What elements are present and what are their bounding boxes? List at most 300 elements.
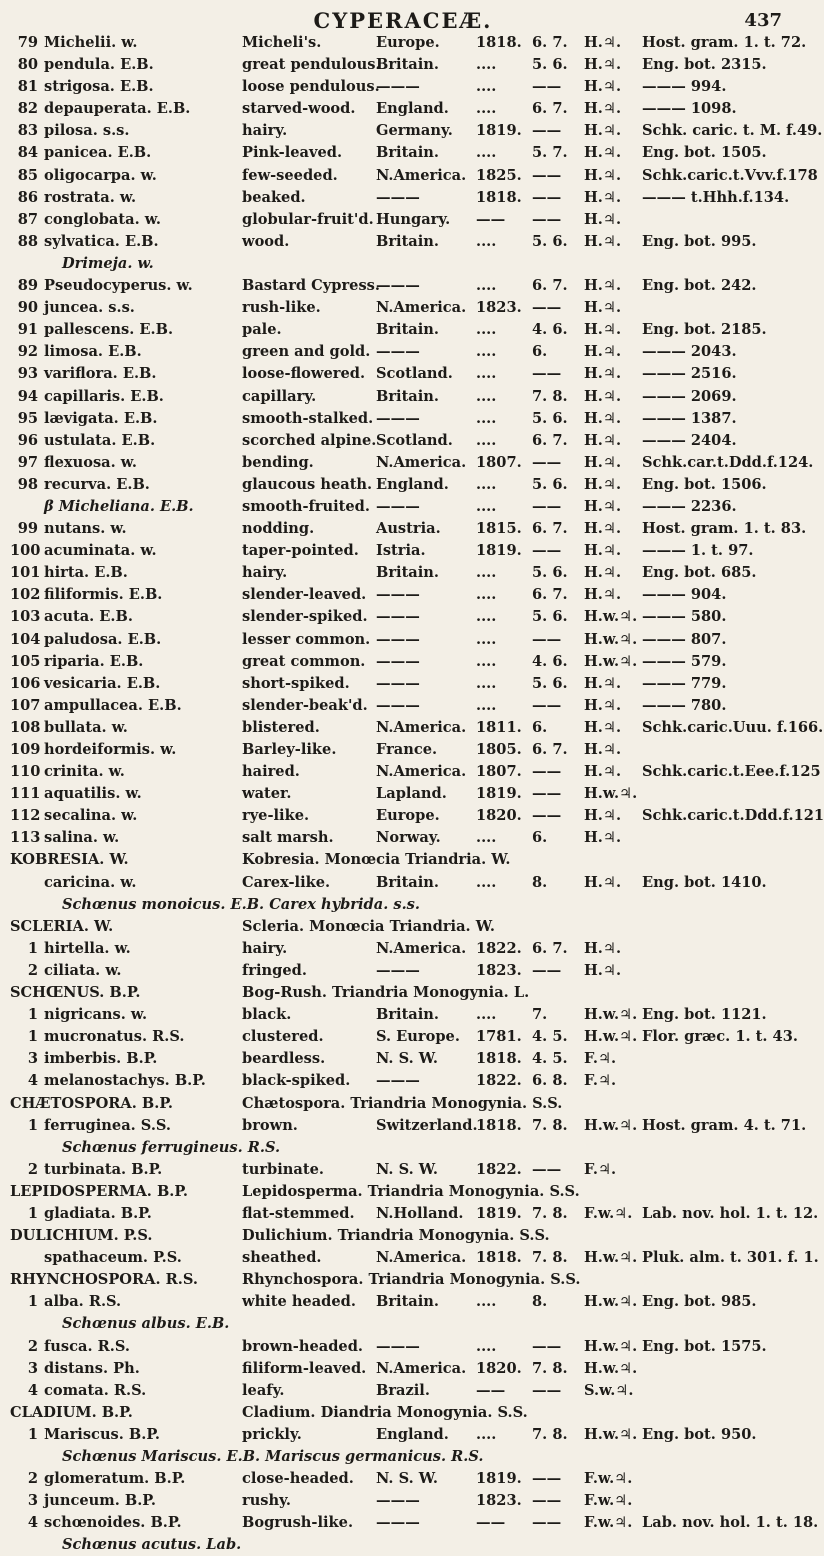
reference: ——— 780. xyxy=(642,696,727,714)
species-entry xyxy=(10,827,796,849)
flowering-months: 6. xyxy=(532,718,548,736)
duration-symbol: H.♃. xyxy=(584,763,622,781)
species-name: nigricans. w. xyxy=(44,1006,148,1024)
species-name: junceum. B.P. xyxy=(44,1492,156,1510)
species-entry xyxy=(10,1115,807,1137)
year-introduced: 1823. xyxy=(476,299,522,317)
duration-symbol: F.♃. xyxy=(584,1072,617,1090)
species-name: juncea. s.s. xyxy=(44,299,135,317)
native-place: Britain. xyxy=(376,232,439,250)
common-name: haired. xyxy=(242,763,300,781)
common-name: brown. xyxy=(242,1116,298,1134)
flowering-months: 7. 8. xyxy=(532,1249,568,1267)
genus-name: CLADIUM. B.P. xyxy=(10,1403,133,1421)
species-name: flexuosa. w. xyxy=(44,453,137,471)
reference: Eng. bot. 2315. xyxy=(642,56,767,74)
year-introduced: .... xyxy=(476,1293,497,1311)
species-entry xyxy=(10,496,796,518)
year-introduced: —— xyxy=(476,1381,506,1399)
common-name: short-spiked. xyxy=(242,674,350,692)
entry-number: 1 xyxy=(27,1006,38,1024)
duration-symbol: F.w.♃. xyxy=(584,1492,633,1510)
duration-symbol: H.♃. xyxy=(584,144,622,162)
species-entry xyxy=(10,165,818,187)
year-introduced: .... xyxy=(476,674,497,692)
species-name: variflora. E.B. xyxy=(44,365,157,383)
species-name: ferruginea. S.S. xyxy=(44,1116,172,1134)
year-introduced: .... xyxy=(476,56,497,74)
entry-number: 3 xyxy=(27,1359,38,1377)
flowering-months: 7. 8. xyxy=(532,387,568,405)
species-entry xyxy=(10,297,796,319)
year-introduced: 1807. xyxy=(476,453,522,471)
native-place: N.America. xyxy=(376,453,467,471)
entry-number: 2 xyxy=(27,1470,38,1488)
flowering-months: 4. 5. xyxy=(532,1050,568,1068)
duration-symbol: H.♃. xyxy=(584,961,622,979)
species-name: bullata. w. xyxy=(44,718,128,736)
species-entry xyxy=(10,386,796,408)
flowering-months: 8. xyxy=(532,873,548,891)
common-name: rush-like. xyxy=(242,299,321,317)
entry-number: 2 xyxy=(27,1337,38,1355)
native-place: Britain. xyxy=(376,1006,439,1024)
native-place: Britain. xyxy=(376,564,439,582)
reference: Schk. caric. t. M. f.49. xyxy=(642,122,823,140)
entry-number: 109 xyxy=(10,741,41,758)
flowering-months: 6. 7. xyxy=(532,431,568,449)
species-entry xyxy=(10,518,807,540)
species-name: strigosa. E.B. xyxy=(44,78,154,96)
reference: Eng. bot. 2185. xyxy=(642,321,767,339)
flowering-months: —— xyxy=(532,78,562,96)
common-name: brown-headed. xyxy=(242,1337,363,1355)
reference: ——— 2236. xyxy=(642,497,737,515)
reference: Eng. bot. 1506. xyxy=(642,475,767,493)
flowering-months: 6. xyxy=(532,829,548,847)
genus-name: SCLERIA. W. xyxy=(10,917,114,935)
entry-number: 88 xyxy=(17,232,38,250)
native-place: Switzerland. xyxy=(376,1116,478,1134)
duration-symbol: H.♃. xyxy=(584,741,622,758)
species-name: alba. R.S. xyxy=(44,1293,122,1311)
duration-symbol: H.♃. xyxy=(584,100,622,118)
year-introduced: .... xyxy=(476,387,497,405)
year-introduced: 1811. xyxy=(476,718,522,736)
native-place: N. S. W. xyxy=(376,1050,438,1068)
entry-number: 90 xyxy=(17,299,38,317)
flowering-months: —— xyxy=(532,299,562,317)
duration-symbol: H.♃. xyxy=(584,321,622,339)
common-name: capillary. xyxy=(242,387,317,405)
native-place: ——— xyxy=(376,277,420,295)
genus-classification: Lepidosperma. Triandria Monogynia. S.S. xyxy=(242,1182,580,1200)
entry-number: 4 xyxy=(27,1514,38,1532)
duration-symbol: H.♃. xyxy=(584,56,622,74)
entry-number: 92 xyxy=(17,343,38,361)
duration-symbol: H.♃. xyxy=(584,453,622,471)
common-name: scorched alpine. xyxy=(242,431,377,449)
flowering-months: —— xyxy=(532,1514,562,1532)
genus-heading xyxy=(10,982,796,1004)
year-introduced: 1819. xyxy=(476,542,522,560)
genus-name: LEPIDOSPERMA. B.P. xyxy=(10,1182,189,1200)
entry-number: 106 xyxy=(10,674,41,692)
common-name: Micheli's. xyxy=(242,34,322,51)
genus-heading xyxy=(10,1181,796,1203)
native-place: N.America. xyxy=(376,718,467,736)
year-introduced: .... xyxy=(476,1006,497,1024)
flowering-months: 5. 6. xyxy=(532,409,568,427)
entry-number: 1 xyxy=(27,1425,38,1443)
common-name: sheathed. xyxy=(242,1249,322,1267)
native-place: Scotland. xyxy=(376,431,453,449)
species-name: imberbis. B.P. xyxy=(44,1050,158,1068)
duration-symbol: F.w.♃. xyxy=(584,1514,633,1532)
entry-number: 3 xyxy=(27,1050,38,1068)
common-name: slender-beak'd. xyxy=(242,696,368,714)
entry-number: 94 xyxy=(17,387,38,405)
reference: Eng. bot. 1410. xyxy=(642,873,767,891)
common-name: bending. xyxy=(242,453,314,471)
flowering-months: 5. 6. xyxy=(532,232,568,250)
native-place: ——— xyxy=(376,1492,420,1510)
reference: ——— 2043. xyxy=(642,343,737,361)
flowering-months: 6. 7. xyxy=(532,277,568,295)
species-entry xyxy=(10,717,824,739)
species-entry xyxy=(10,408,796,430)
entry-number: 97 xyxy=(17,453,38,471)
year-introduced: .... xyxy=(476,365,497,383)
duration-symbol: F.♃. xyxy=(584,1160,617,1178)
entry-number: 110 xyxy=(10,763,41,781)
species-entry xyxy=(10,739,796,761)
species-entry xyxy=(10,1070,796,1092)
species-entry xyxy=(10,562,796,584)
year-introduced: .... xyxy=(476,696,497,714)
year-introduced: —— xyxy=(476,210,506,228)
entry-number: 113 xyxy=(10,829,41,847)
native-place: ——— xyxy=(376,497,420,515)
common-name: loose pendulous. xyxy=(242,78,380,96)
year-introduced: 1819. xyxy=(476,1470,522,1488)
page-header xyxy=(10,8,796,33)
year-introduced: —— xyxy=(476,1514,506,1532)
common-name: globular-fruit'd. xyxy=(242,210,374,228)
reference: Eng. bot. 242. xyxy=(642,277,757,295)
native-place: ——— xyxy=(376,961,420,979)
entry-number: 85 xyxy=(17,166,38,184)
flowering-months: 7. xyxy=(532,1006,548,1024)
species-name: fusca. R.S. xyxy=(44,1337,130,1355)
year-introduced: .... xyxy=(476,630,497,648)
duration-symbol: H.♃. xyxy=(584,78,622,96)
native-place: Scotland. xyxy=(376,365,453,383)
flowering-months: —— xyxy=(532,961,562,979)
synonym-line xyxy=(10,1446,796,1468)
entry-number: 86 xyxy=(17,188,38,206)
reference: Eng. bot. 1505. xyxy=(642,144,767,162)
species-entry xyxy=(10,98,796,120)
native-place: England. xyxy=(376,100,449,118)
duration-symbol: H.♃. xyxy=(584,873,622,891)
native-place: Britain. xyxy=(376,144,439,162)
native-place: England. xyxy=(376,1425,449,1443)
entry-number: 100 xyxy=(10,542,41,560)
species-name: crinita. w. xyxy=(44,763,125,781)
flowering-months: 5. 6. xyxy=(532,56,568,74)
synonym-text: Drimeja. w. xyxy=(62,254,154,272)
flowering-months: —— xyxy=(532,1160,562,1178)
flowering-months: 5. 6. xyxy=(532,674,568,692)
species-entry xyxy=(10,452,814,474)
flowering-months: 4. 6. xyxy=(532,321,568,339)
species-entry xyxy=(10,363,796,385)
common-name: hairy. xyxy=(242,564,288,582)
species-name: hirtella. w. xyxy=(44,939,131,957)
common-name: great pendulous. xyxy=(242,56,381,74)
species-name: panicea. E.B. xyxy=(44,144,152,162)
reference: ——— 807. xyxy=(642,630,727,648)
species-name: capillaris. E.B. xyxy=(44,387,164,405)
entry-number: 1 xyxy=(27,1028,38,1046)
year-introduced: 1818. xyxy=(476,188,522,206)
flowering-months: 4. 5. xyxy=(532,1028,568,1046)
reference: Schk.caric.Uuu. f.166. xyxy=(642,718,824,736)
flowering-months: 7. 8. xyxy=(532,1425,568,1443)
species-name: β Micheliana. E.B. xyxy=(44,497,194,515)
native-place: Europe. xyxy=(376,807,440,825)
flowering-months: 5. 7. xyxy=(532,144,568,162)
species-entry xyxy=(10,430,796,452)
year-introduced: 1781. xyxy=(476,1028,522,1046)
flowering-months: 5. 6. xyxy=(532,564,568,582)
species-entry xyxy=(10,1026,796,1048)
duration-symbol: H.♃. xyxy=(584,939,622,957)
duration-symbol: H.♃. xyxy=(584,409,622,427)
species-entry xyxy=(10,474,796,496)
entry-number: 80 xyxy=(17,56,38,74)
species-entry xyxy=(10,1247,819,1269)
common-name: flat-stemmed. xyxy=(242,1204,355,1222)
species-entry xyxy=(10,1358,796,1380)
year-introduced: 1818. xyxy=(476,34,522,51)
duration-symbol: H.w.♃. xyxy=(584,1028,638,1046)
native-place: Germany. xyxy=(376,122,453,140)
entry-number: 1 xyxy=(27,1204,38,1222)
reference: ——— 1387. xyxy=(642,409,737,427)
native-place: Europe. xyxy=(376,34,440,51)
flowering-months: —— xyxy=(532,785,562,803)
native-place: Britain. xyxy=(376,56,439,74)
species-entry xyxy=(10,1424,796,1446)
common-name: rye-like. xyxy=(242,807,310,825)
synonym-text: Schœnus albus. E.B. xyxy=(62,1315,230,1333)
duration-symbol: H.♃. xyxy=(584,122,622,140)
native-place: England. xyxy=(376,475,449,493)
duration-symbol: H.w.♃. xyxy=(584,1425,638,1443)
species-entry xyxy=(10,629,796,651)
duration-symbol: H.♃. xyxy=(584,542,622,560)
reference: ——— 1. t. 97. xyxy=(642,542,754,560)
species-name: Pseudocyperus. w. xyxy=(44,277,193,295)
native-place: N.America. xyxy=(376,166,467,184)
duration-symbol: H.w.♃. xyxy=(584,1116,638,1134)
genus-heading xyxy=(10,1269,796,1291)
duration-symbol: H.♃. xyxy=(584,188,622,206)
synonym-line xyxy=(10,1137,796,1159)
species-entry xyxy=(10,540,796,562)
entry-number: 83 xyxy=(17,122,38,140)
entry-number: 96 xyxy=(17,431,38,449)
species-name: recurva. E.B. xyxy=(44,475,150,493)
year-introduced: 1807. xyxy=(476,763,522,781)
common-name: clustered. xyxy=(242,1028,324,1046)
genus-classification: Dulichium. Triandria Monogynia. S.S. xyxy=(242,1227,550,1245)
reference: Lab. nov. hol. 1. t. 12. xyxy=(642,1204,819,1222)
synonym-text: Schœnus acutus. Lab. xyxy=(62,1536,242,1554)
common-name: white headed. xyxy=(242,1293,356,1311)
common-name: wood. xyxy=(242,232,290,250)
entry-number: 2 xyxy=(27,961,38,979)
native-place: ——— xyxy=(376,608,420,626)
species-name: glomeratum. B.P. xyxy=(44,1470,186,1488)
common-name: black-spiked. xyxy=(242,1072,351,1090)
native-place: Istria. xyxy=(376,542,426,560)
common-name: turbinate. xyxy=(242,1160,324,1178)
common-name: slender-spiked. xyxy=(242,608,368,626)
synonym-line xyxy=(10,1534,796,1556)
synonym-line xyxy=(10,253,796,275)
flowering-months: —— xyxy=(532,542,562,560)
species-name: oligocarpa. w. xyxy=(44,166,157,184)
entry-number: 93 xyxy=(17,365,38,383)
species-entry xyxy=(10,1490,796,1512)
year-introduced: .... xyxy=(476,277,497,295)
year-introduced: 1818. xyxy=(476,1249,522,1267)
year-introduced: .... xyxy=(476,1337,497,1355)
native-place: N.America. xyxy=(376,939,467,957)
native-place: Brazil. xyxy=(376,1381,430,1399)
flowering-months: —— xyxy=(532,365,562,383)
common-name: hairy. xyxy=(242,939,288,957)
native-place: Lapland. xyxy=(376,785,447,803)
flowering-months: 6. 7. xyxy=(532,100,568,118)
reference: ——— 580. xyxy=(642,608,727,626)
reference: Pluk. alm. t. 301. f. 1. xyxy=(642,1249,819,1267)
year-introduced: .... xyxy=(476,232,497,250)
species-name: hordeiformis. w. xyxy=(44,741,177,758)
flowering-months: 6. 7. xyxy=(532,520,568,538)
species-entry xyxy=(10,319,796,341)
species-name: lævigata. E.B. xyxy=(44,409,158,427)
species-name: acuminata. w. xyxy=(44,542,157,560)
duration-symbol: F.♃. xyxy=(584,1050,617,1068)
native-place: N.America. xyxy=(376,299,467,317)
synonym-text: Schœnus monoicus. E.B. Carex hybrida. s.s. xyxy=(62,895,420,913)
species-name: melanostachys. B.P. xyxy=(44,1072,206,1090)
duration-symbol: H.♃. xyxy=(584,34,622,51)
genus-classification: Chætospora. Triandria Monogynia. S.S. xyxy=(242,1094,563,1112)
flowering-months: —— xyxy=(532,122,562,140)
year-introduced: 1818. xyxy=(476,1116,522,1134)
species-name: pallescens. E.B. xyxy=(44,321,174,339)
species-entry xyxy=(10,651,796,673)
genus-name: SCHŒNUS. B.P. xyxy=(10,984,141,1002)
duration-symbol: H.w.♃. xyxy=(584,630,638,648)
flowering-months: —— xyxy=(532,696,562,714)
year-introduced: 1819. xyxy=(476,785,522,803)
year-introduced: .... xyxy=(476,475,497,493)
species-name: depauperata. E.B. xyxy=(44,100,191,118)
entry-number: 79 xyxy=(17,34,38,51)
flowering-months: 6. 8. xyxy=(532,1072,568,1090)
common-name: loose-flowered. xyxy=(242,365,366,383)
reference: ——— 904. xyxy=(642,586,727,604)
species-name: salina. w. xyxy=(44,829,120,847)
species-entry xyxy=(10,695,796,717)
duration-symbol: H.♃. xyxy=(584,166,622,184)
common-name: smooth-fruited. xyxy=(242,497,370,515)
synonym-text: Schœnus Mariscus. E.B. Mariscus germanicus. R.S. xyxy=(62,1448,484,1465)
species-name: Mariscus. B.P. xyxy=(44,1425,160,1443)
duration-symbol: H.♃. xyxy=(584,674,622,692)
species-name: limosa. E.B. xyxy=(44,343,142,361)
common-name: fringed. xyxy=(242,961,307,979)
common-name: Carex-like. xyxy=(242,873,331,891)
duration-symbol: H.♃. xyxy=(584,586,622,604)
duration-symbol: H.w.♃. xyxy=(584,1249,638,1267)
entry-number: 1 xyxy=(27,939,38,957)
native-place: ——— xyxy=(376,409,420,427)
species-entry xyxy=(10,805,824,827)
reference: Flor. græc. 1. t. 43. xyxy=(642,1028,798,1046)
entry-number: 95 xyxy=(17,409,38,427)
species-entry xyxy=(10,341,796,363)
flowering-months: —— xyxy=(532,807,562,825)
species-entry xyxy=(10,1468,796,1490)
entry-number: 82 xyxy=(17,100,38,118)
entry-number: 1 xyxy=(27,1116,38,1134)
year-introduced: .... xyxy=(476,873,497,891)
reference: ——— 579. xyxy=(642,652,727,670)
reference: ——— 994. xyxy=(642,78,727,96)
species-entry xyxy=(10,872,796,894)
species-entry xyxy=(10,1048,796,1070)
common-name: water. xyxy=(242,785,292,803)
native-place: N. S. W. xyxy=(376,1470,438,1488)
native-place: ——— xyxy=(376,696,420,714)
native-place: ——— xyxy=(376,630,420,648)
year-introduced: .... xyxy=(476,497,497,515)
genus-classification: Cladium. Diandria Monogynia. S.S. xyxy=(242,1403,528,1421)
entry-number: 112 xyxy=(10,807,41,825)
flowering-months: 6. 7. xyxy=(532,939,568,957)
reference: Schk.caric.t.Eee.f.125 xyxy=(642,763,821,781)
species-name: aquatilis. w. xyxy=(44,785,142,803)
year-introduced: .... xyxy=(476,586,497,604)
year-introduced: .... xyxy=(476,343,497,361)
species-name: caricina. w. xyxy=(44,873,137,891)
species-entry xyxy=(10,960,796,982)
species-name: pilosa. s.s. xyxy=(44,122,130,140)
duration-symbol: H.w.♃. xyxy=(584,1293,638,1311)
duration-symbol: H.w.♃. xyxy=(584,1359,638,1377)
species-entry xyxy=(10,783,796,805)
running-title: CYPERACEÆ. xyxy=(313,8,493,33)
reference: Schk.caric.t.Ddd.f.121 xyxy=(642,807,824,825)
common-name: beaked. xyxy=(242,188,306,206)
